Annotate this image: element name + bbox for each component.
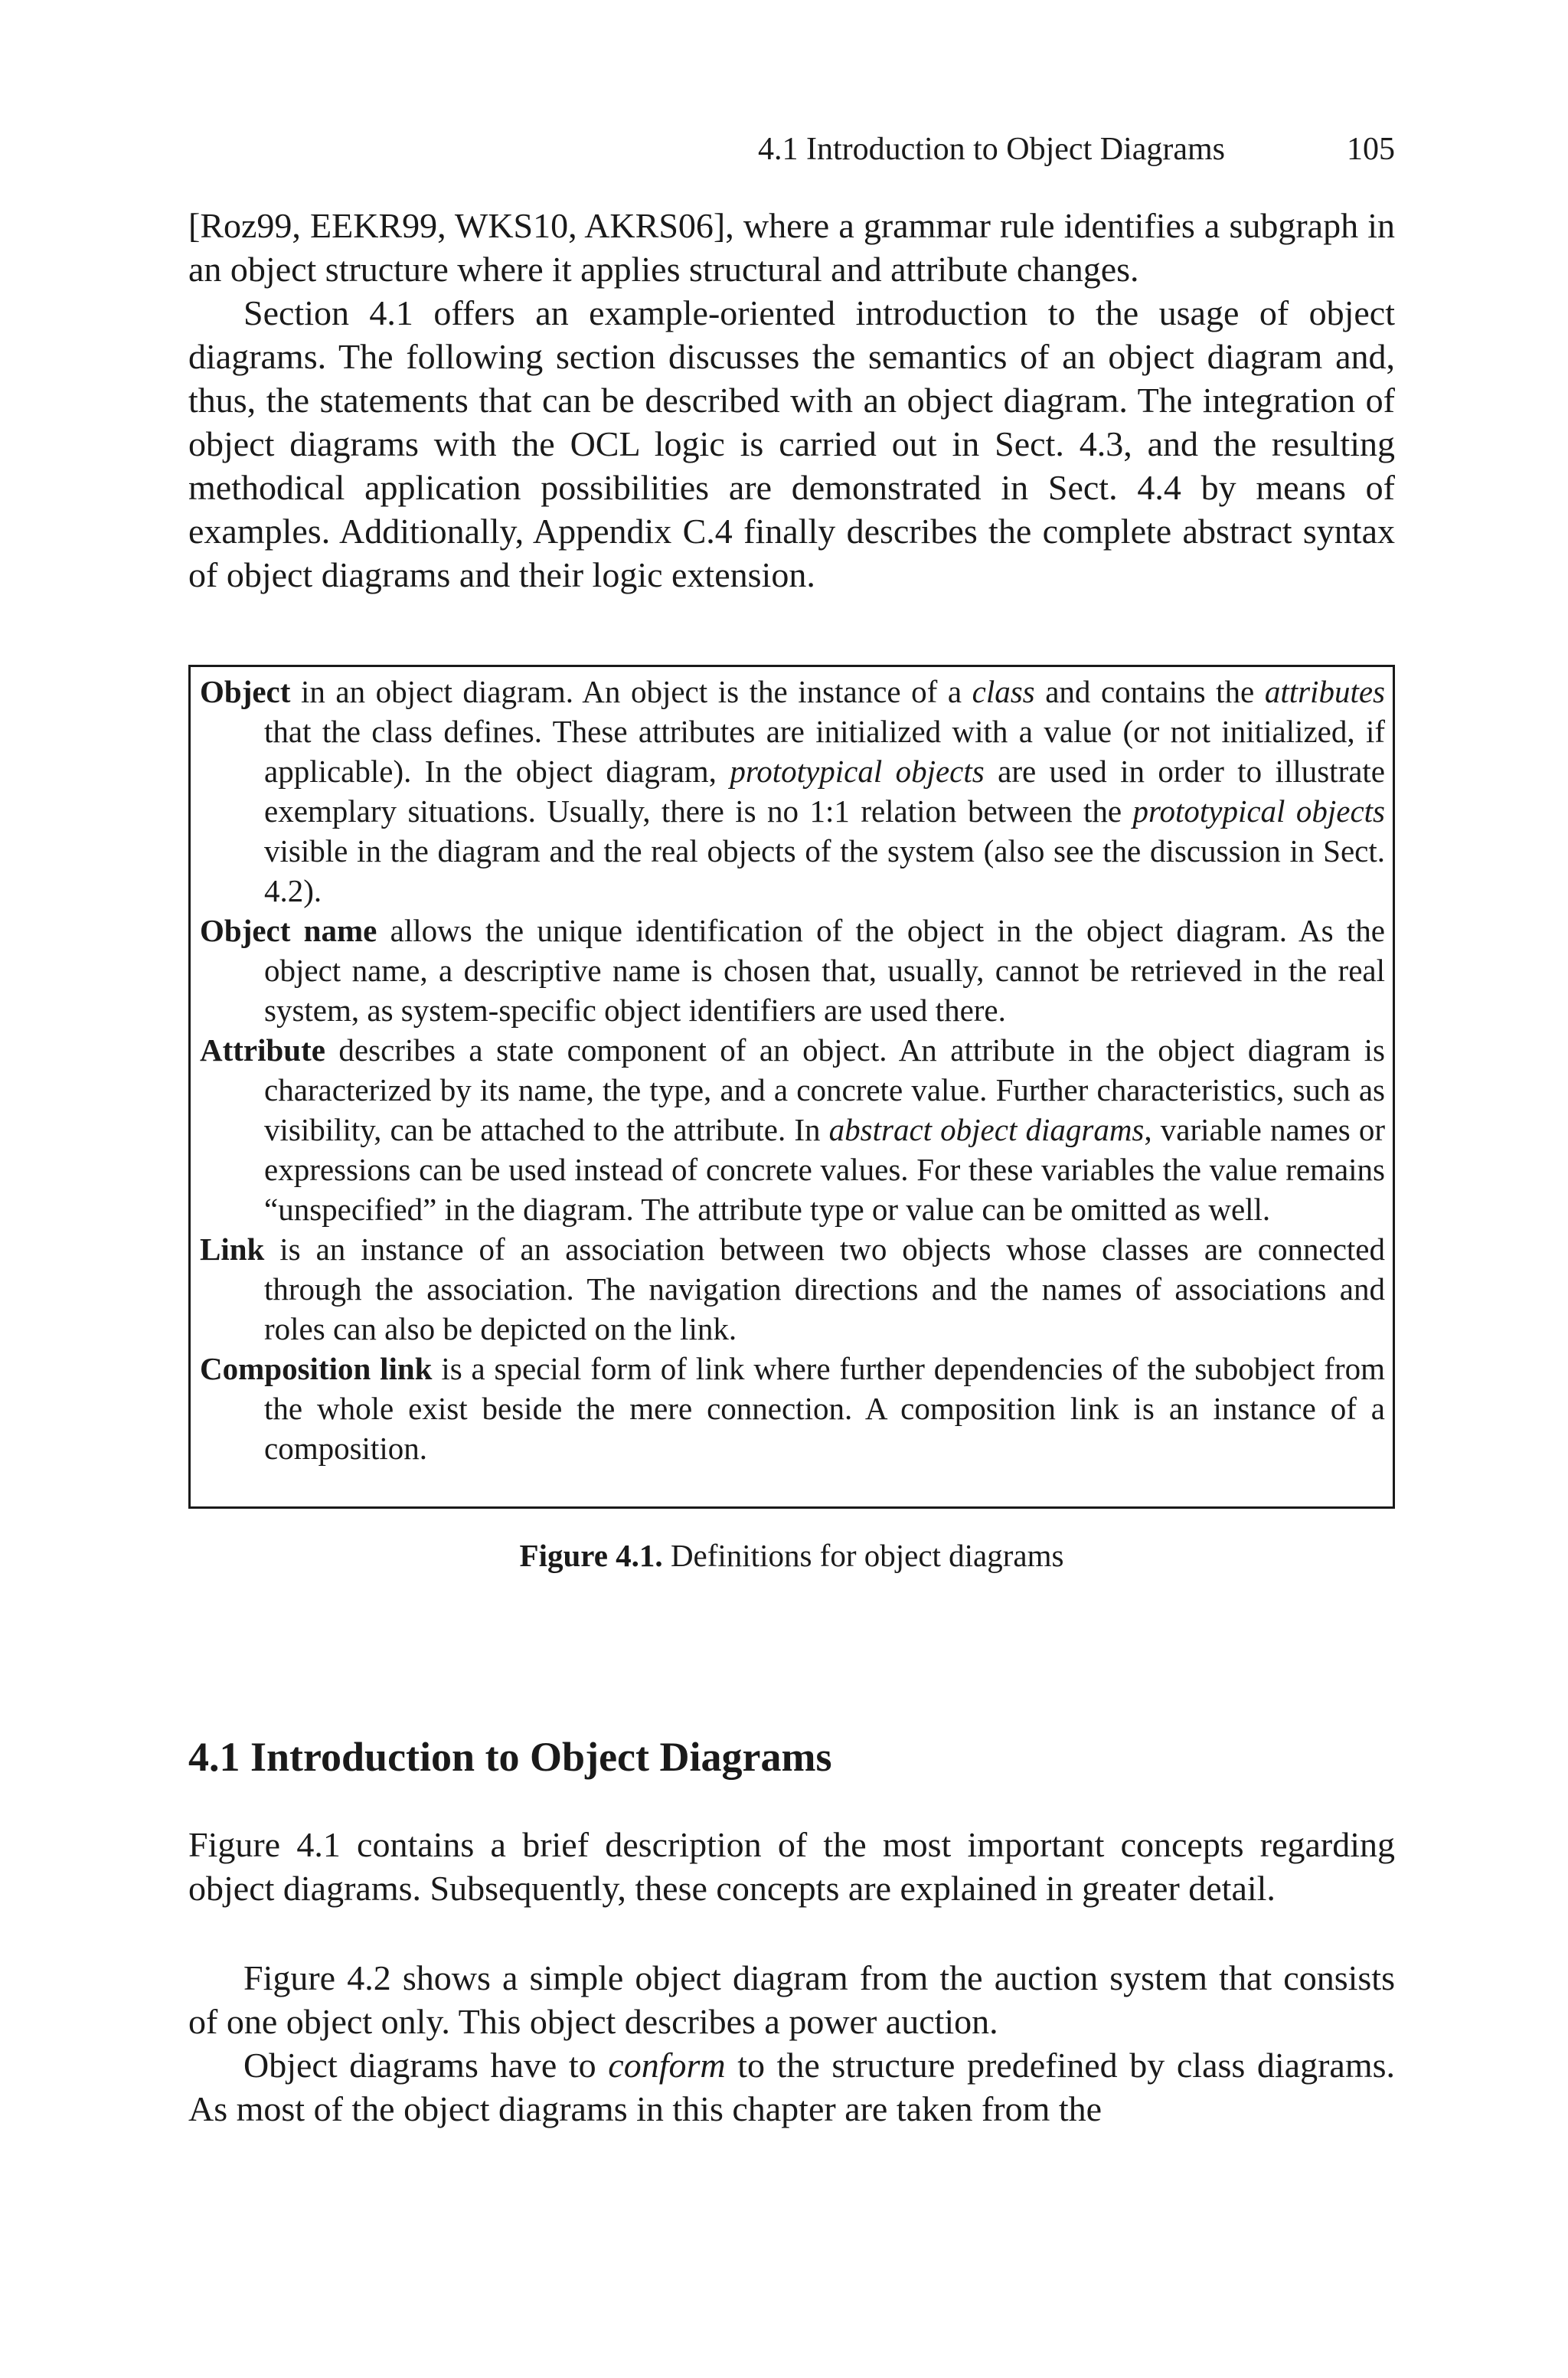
intro-paragraph-2: Section 4.1 offers an example-oriented introduction to the usage of object diagrams. The following section discusses the semantics of an object diagram and, thus, the statements that can be described with an object diagram. The integration of object diagrams with the OCL logic is carried out in Sect. 4.3, and the resulting methodical application possibilities are demonstrated in Sect. 4.4 by means of examples. Additionally, Appendix C.4 finally describes the complete abstract syntax of object diagrams and their logic extension. [188,293,1395,594]
section-heading: 4.1 Introduction to Object Diagrams [188,1734,832,1780]
figure-label: Figure 4.1. [519,1538,663,1573]
definition-term: Attribute [200,1032,325,1068]
definition-object: Object in an object diagram. An object is the instance of a class and contains the attributes that the class defines. These attributes are initialized with a value (or not initialized, if applicable). In the object diagram, prototypical objects are used in order to illustrate exemplary situations. Usually, there is no 1:1 relation between the prototypical objects visible in the diagram and the real objects of the system (also see the discussion in Sect. 4.2). [200,674,1386,908]
definition-term: Object [200,674,291,709]
definition-composition-link: Composition link is a special form of link where further dependencies of the subobject from the whole exist beside the mere connection. A composition link is an instance of a composition. [200,1351,1385,1466]
section-paragraph-2: Figure 4.2 shows a simple object diagram from the auction system that consists of one object only. This object describes a power auction. [188,1958,1395,2041]
definition-term: Link [200,1232,265,1267]
emphasis-conform: conform [608,2046,726,2085]
page-number: 105 [1347,132,1395,167]
definition-term: Composition link [200,1351,433,1386]
section-paragraph-1: Figure 4.1 contains a brief description of the most important concepts regarding object diagrams. Subsequently, these concepts are explained in greater detail. [188,1825,1395,1908]
definition-attribute: Attribute describes a state component of an object. An attribute in the object diagram is characterized by its name, the type, and a concrete value. Further characteristics, such as visibility, can be attached to the attribute. In abstract object diagrams, variable names or expressions can be used instead of concrete values. For these variables the value remains “unspecified” in the diagram. The attribute type or value can be omitted as well. [200,1032,1385,1227]
figure-caption [188,1536,1395,1575]
definition-term: Object name [200,913,377,948]
running-head [758,130,1395,168]
definition-object-name: Object name allows the unique identification of the object in the object diagram. As the object name, a descriptive name is chosen that, usually, cannot be retrieved in the real system, as system-specific object identifiers are used there. [200,913,1385,1028]
section-paragraph-3: Object diagrams have to conform to the structure predefined by class diagrams. As most of the object diagrams in this chapter are taken from the [188,2046,1396,2128]
figure-caption-text: Definitions for object diagrams [662,1538,1064,1573]
definitions-box [188,665,1395,1509]
definition-link: Link is an instance of an association between two objects whose classes are connected through the association. The navigation directions and the names of associations and roles can also be depicted on the link. [200,1232,1385,1346]
intro-paragraph-1: [Roz99, EEKR99, WKS10, AKRS06], where a grammar rule identifies a subgraph in an object structure where it applies structural and attribute changes. [188,206,1395,289]
running-head-title: 4.1 Introduction to Object Diagrams [758,132,1226,167]
